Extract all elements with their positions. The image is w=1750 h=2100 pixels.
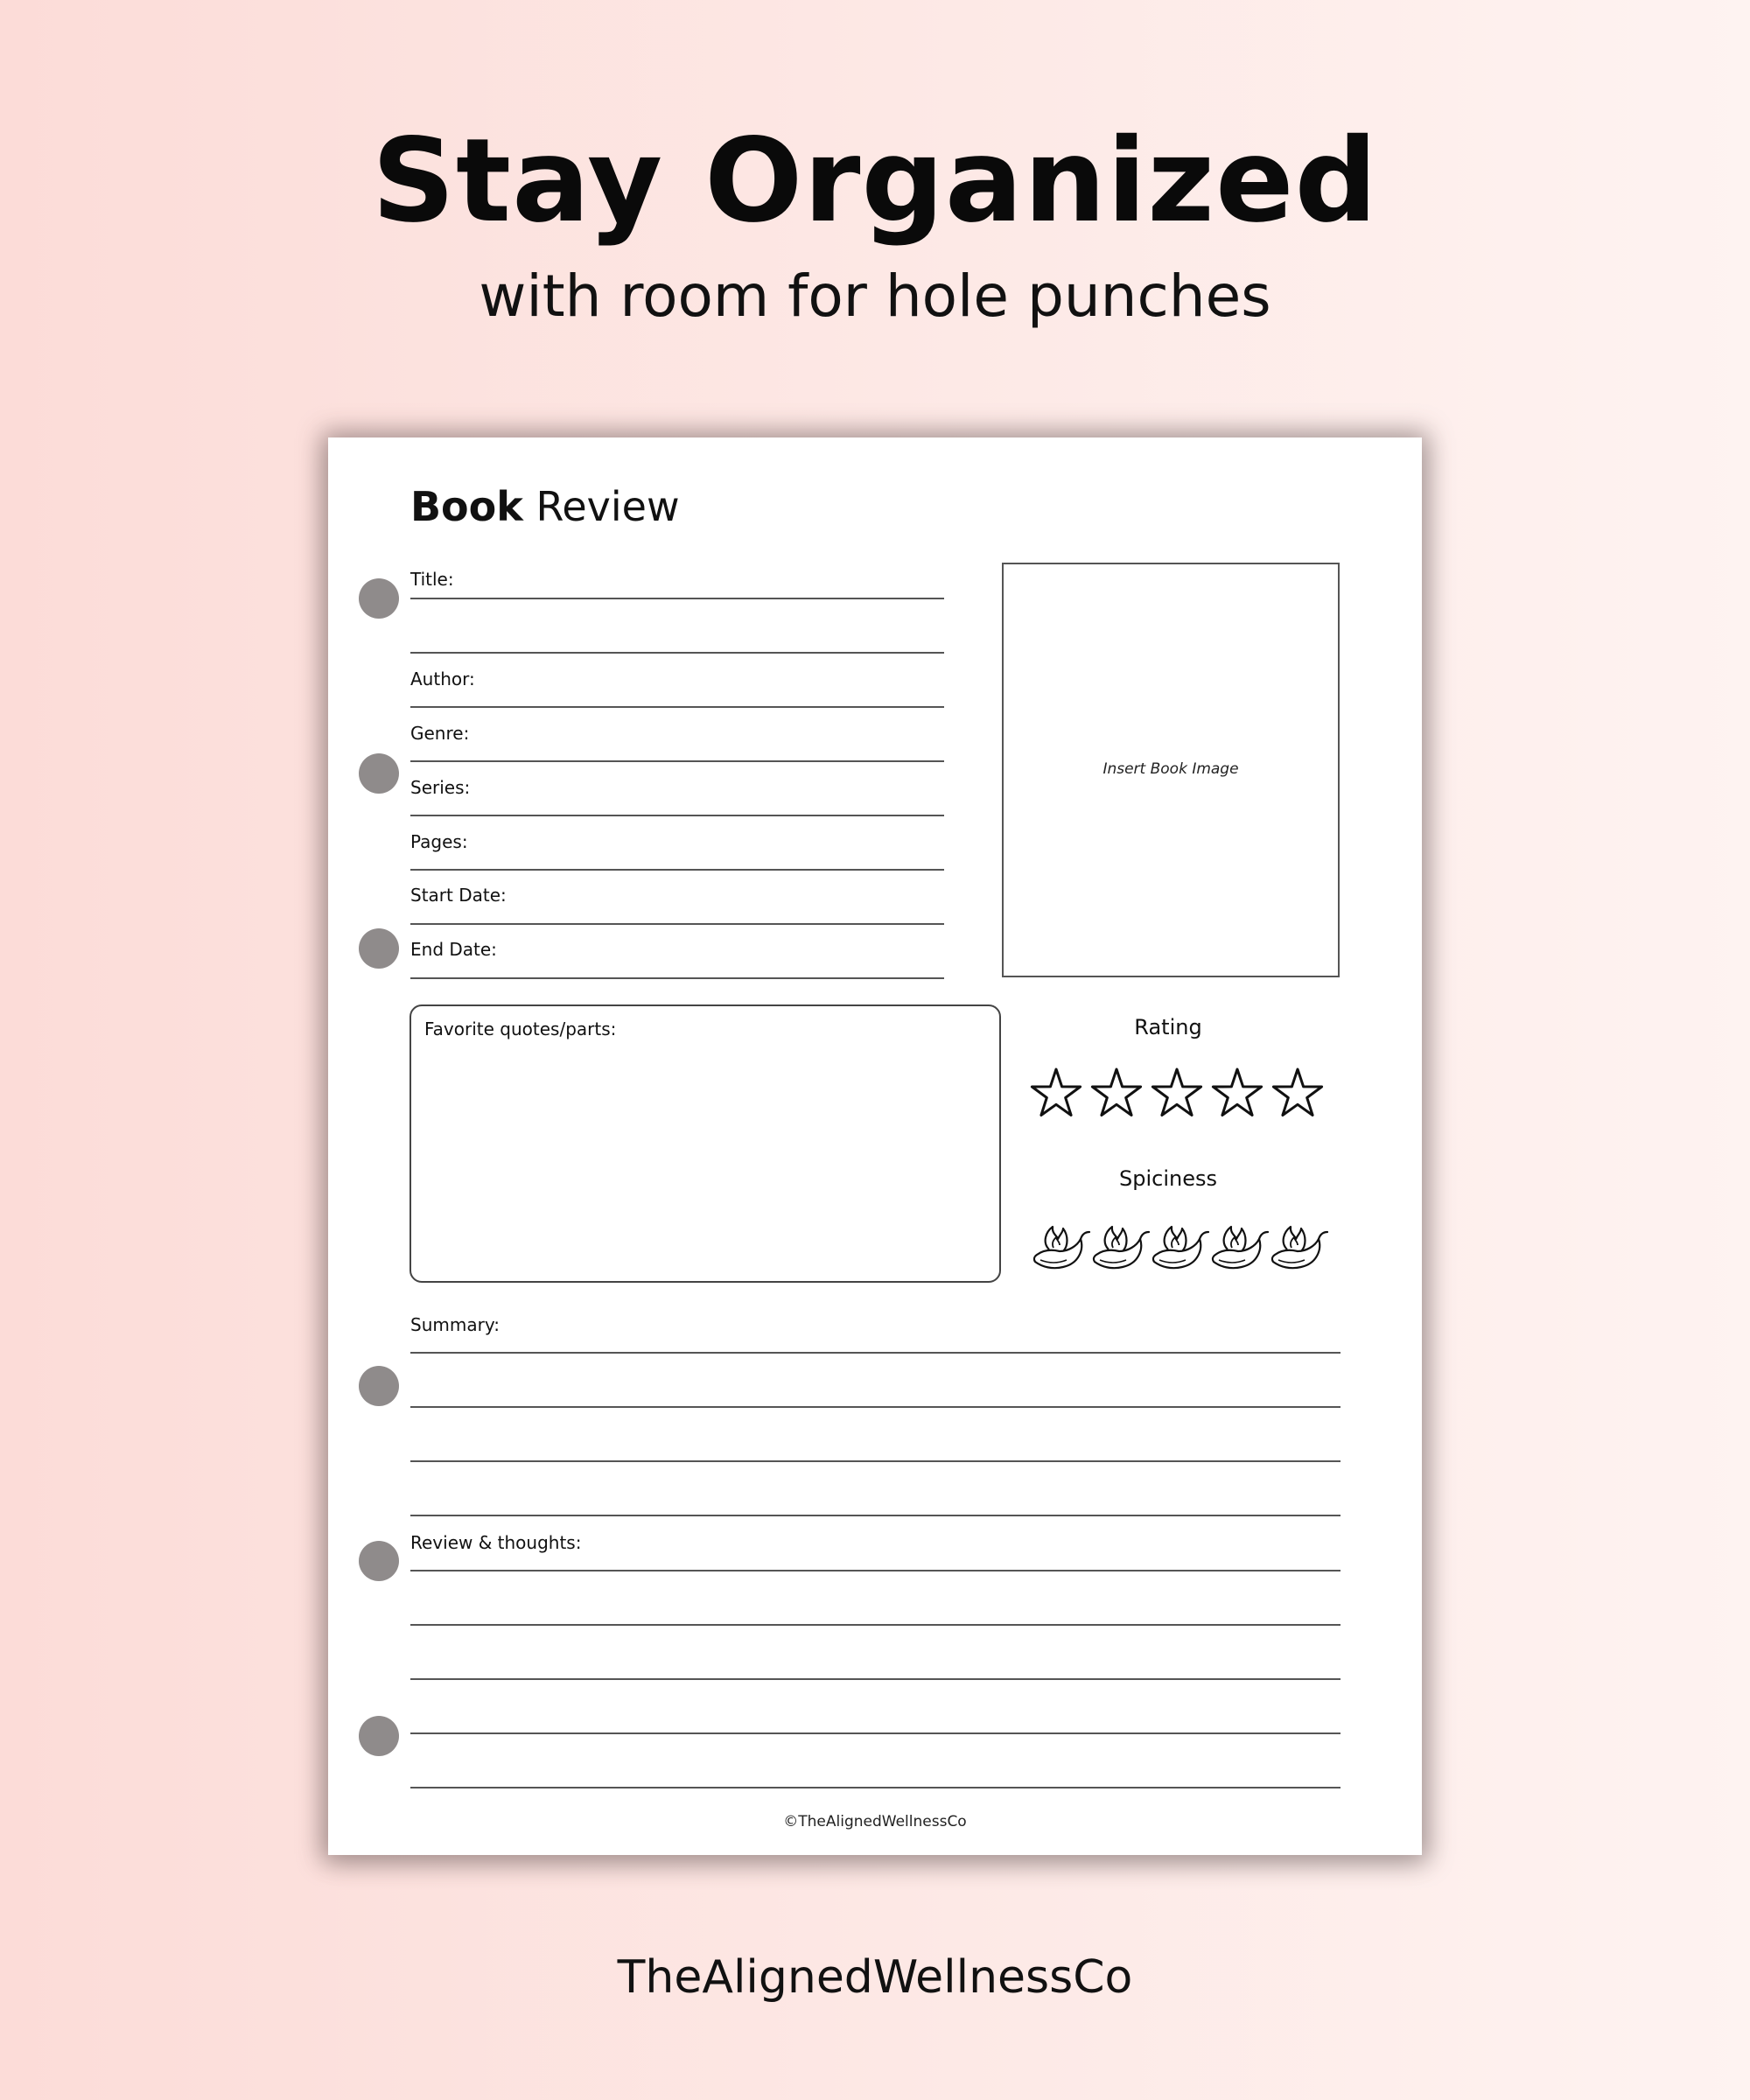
- summary-line: [410, 1406, 1340, 1408]
- star-icon: [1032, 1069, 1080, 1116]
- chili-pepper-icon: [1094, 1227, 1149, 1268]
- chili-pepper-icon: [1272, 1227, 1327, 1268]
- copyright-notice: ©TheAlignedWellnessCo: [783, 1813, 967, 1830]
- rating-stars: [1032, 1069, 1321, 1116]
- review-line: [410, 1678, 1340, 1680]
- title-label: Title:: [410, 569, 454, 590]
- start-date-label: Start Date:: [410, 885, 507, 906]
- chili-pepper-icon: [1034, 1227, 1089, 1268]
- page-title-bold: Book: [410, 483, 523, 530]
- series-label: Series:: [410, 777, 471, 798]
- review-line: [410, 1570, 1340, 1572]
- review-label: Review & thoughts:: [410, 1532, 582, 1553]
- chili-pepper-icon: [1213, 1227, 1268, 1268]
- star-icon: [1152, 1069, 1200, 1116]
- book-review-page: [328, 438, 1422, 1855]
- rating-label: Rating: [1134, 1015, 1202, 1040]
- subheadline: with room for hole punches: [479, 262, 1271, 330]
- summary-line: [410, 1460, 1340, 1462]
- chili-pepper-icon: [1153, 1227, 1208, 1268]
- summary-line: [410, 1352, 1340, 1354]
- brand-name: TheAlignedWellnessCo: [617, 1951, 1133, 2004]
- star-icon: [1273, 1069, 1321, 1116]
- pages-label: Pages:: [410, 831, 468, 852]
- review-line: [410, 1787, 1340, 1788]
- image-placeholder-text: Insert Book Image: [1102, 760, 1239, 778]
- spiciness-peppers: [1034, 1227, 1327, 1268]
- author-label: Author:: [410, 668, 475, 690]
- end-date-label: End Date:: [410, 939, 497, 960]
- page-title-regular: Review: [522, 483, 680, 530]
- star-icon: [1092, 1069, 1140, 1116]
- review-line: [410, 1624, 1340, 1626]
- summary-line: [410, 1515, 1340, 1516]
- headline: Stay Organized: [371, 114, 1379, 248]
- rating-spice-icons: [328, 438, 1422, 1855]
- star-icon: [1213, 1069, 1261, 1116]
- genre-label: Genre:: [410, 723, 470, 744]
- summary-label: Summary:: [410, 1314, 500, 1335]
- quotes-label: Favorite quotes/parts:: [424, 1018, 617, 1040]
- review-line: [410, 1732, 1340, 1734]
- spiciness-label: Spiciness: [1119, 1166, 1217, 1191]
